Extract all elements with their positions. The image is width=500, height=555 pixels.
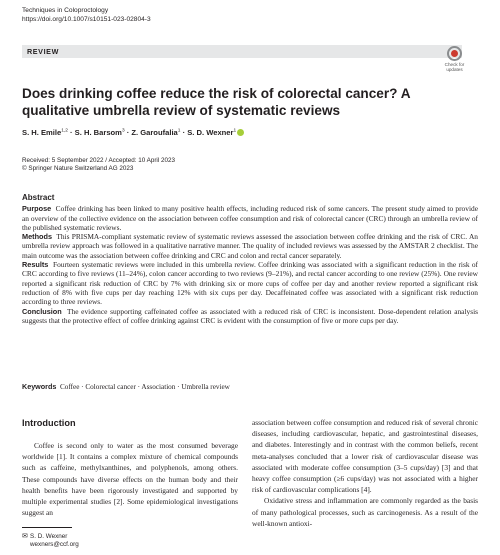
keywords-line: [22, 382, 230, 391]
footnote-divider: [22, 527, 72, 528]
check-updates-text: Check for: [444, 62, 465, 67]
intro-paragraph-continued: association between coffee consumption and reduced risk of several chronic diseases, including cardiovascular, hepatic, and gastrointestinal diseases, and diabetes. Interestingly and in contrast with the common beliefs, recent meta-analyses concluded that a lower risk of cardiovascular disease was associated with moderate coffee consumption (3–5 cups/day) [3] and that heavy coffee consumption (≥6 cups/day) was not associated with a higher risk of cardiovascular complications [4].: [252, 418, 478, 495]
abstract-section: [22, 193, 478, 325]
author-name[interactable]: S. D. Wexner: [187, 128, 234, 137]
abstract-conclusion: [22, 307, 478, 326]
author-separator: ·: [67, 128, 75, 137]
abstract-methods: [22, 232, 478, 260]
introduction-heading: Introduction: [22, 418, 76, 428]
conclusion-text: The evidence supporting caffeinated coffee as associated with a reduced risk of CRC is inconsistent. Dose-dependent relation analysis suggests that the protective effect of coffee drinking against CRC is evident with the consumption of five or more cups per day.: [22, 306, 479, 325]
article-title: Does drinking coffee reduce the risk of colorectal cancer? A qualitative umbrella review of systematic reviews: [22, 86, 411, 118]
methods-text: This PRISMA-compliant systematic review of systematic reviews assessed the association between coffee drinking and the risk of CRC. An umbrella review approach was followed in a qualitative narrative manner. The quality of included reviews was assessed by the AMSTAR 2 checklist. The main outcome was the association between coffee drinking and CRC and colon and rectal cancer separately.: [22, 232, 478, 260]
abstract-heading: Abstract: [22, 193, 55, 202]
results-text: Fourteen systematic reviews were included in this umbrella review. Coffee drinking was associated with a significant reduction in the risk of CRC according to five reviews (11–24%), colon cancer according to two reviews (9–21%), and rectal cancer according to one review (25%). One review reported a significant risk reduction of CRC by 7% with drinking six or more cups of coffee per day and another review reported a significant risk reduction of 8% with five cups per day reaching 12% with six cups per day. Decaffeinated coffee was associated with a significant risk reduction according to three reviews.: [22, 260, 478, 307]
article-dates: [22, 157, 175, 173]
body-column-right: [252, 417, 478, 529]
doi-link[interactable]: https://doi.org/10.1007/s10151-023-02804-3: [22, 15, 151, 23]
corresponding-author: S. D. Wexner: [30, 533, 68, 540]
author-separator: ·: [180, 128, 188, 137]
intro-paragraph: Coffee is second only to water as the most consumed beverage worldwide [1]. It contains a complex mixture of chemical compounds such as caffeine, methylxanthines, and polyphenols, among others. These compounds have diverse effects on the human body and their health benefits have been rigorously investigated and supported by multiple experimental studies [2]. Some epidemiological investigations suggest an: [22, 441, 238, 518]
received-accepted: Received: 5 September 2022 / Accepted: 10 April 2023: [22, 157, 175, 164]
author-name[interactable]: S. H. Emile: [22, 128, 62, 137]
author-affiliation: 1: [177, 128, 181, 134]
purpose-text: Coffee drinking has been linked to many positive health effects, including reduced risk of some cancers. The present study aimed to provide an overview of the collective evidence on the association between coffee consumption and risk of colorectal cancer (CRC) through an umbrella review of the published systematic reviews.: [22, 204, 478, 232]
author-affiliation: 3: [121, 128, 125, 134]
author-name[interactable]: S. H. Barsom: [74, 128, 122, 137]
purpose-label: Purpose: [22, 204, 52, 214]
author-separator: ·: [124, 128, 132, 137]
intro-paragraph-2: Oxidative stress and inflammation are commonly regarded as the basis of many pathological processes, such as carcinogenesis. As a result of the well-known antioxi-: [252, 496, 478, 528]
check-for-updates-button[interactable]: [441, 45, 468, 79]
check-updates-text-2: updates: [446, 67, 463, 73]
section-label: REVIEW: [27, 47, 59, 56]
orcid-icon[interactable]: [237, 129, 244, 136]
copyright: © Springer Nature Switzerland AG 2023: [22, 165, 134, 173]
author-affiliation: 1: [233, 128, 237, 134]
methods-label: Methods: [22, 232, 52, 242]
results-label: Results: [22, 260, 49, 270]
author-affiliation: 1,2: [61, 128, 68, 134]
body-column-left: [22, 440, 238, 518]
section-banner: [22, 45, 462, 58]
correspondence-block: [22, 533, 79, 550]
check-updates-icon: [447, 46, 462, 61]
author-name[interactable]: Z. Garoufalia: [131, 128, 178, 137]
journal-name: Techniques in Coloproctology: [22, 7, 109, 14]
keywords-label: Keywords: [22, 382, 57, 391]
conclusion-label: Conclusion: [22, 306, 62, 316]
abstract-results: [22, 260, 478, 306]
author-email[interactable]: wexners@ccf.org: [30, 541, 79, 549]
envelope-icon: ✉: [22, 533, 28, 540]
keywords-text: Coffee · Colorectal cancer · Association · Umbrella review: [59, 383, 230, 391]
abstract-purpose: [22, 204, 478, 232]
author-list: [22, 128, 244, 137]
journal-header: [22, 7, 151, 24]
